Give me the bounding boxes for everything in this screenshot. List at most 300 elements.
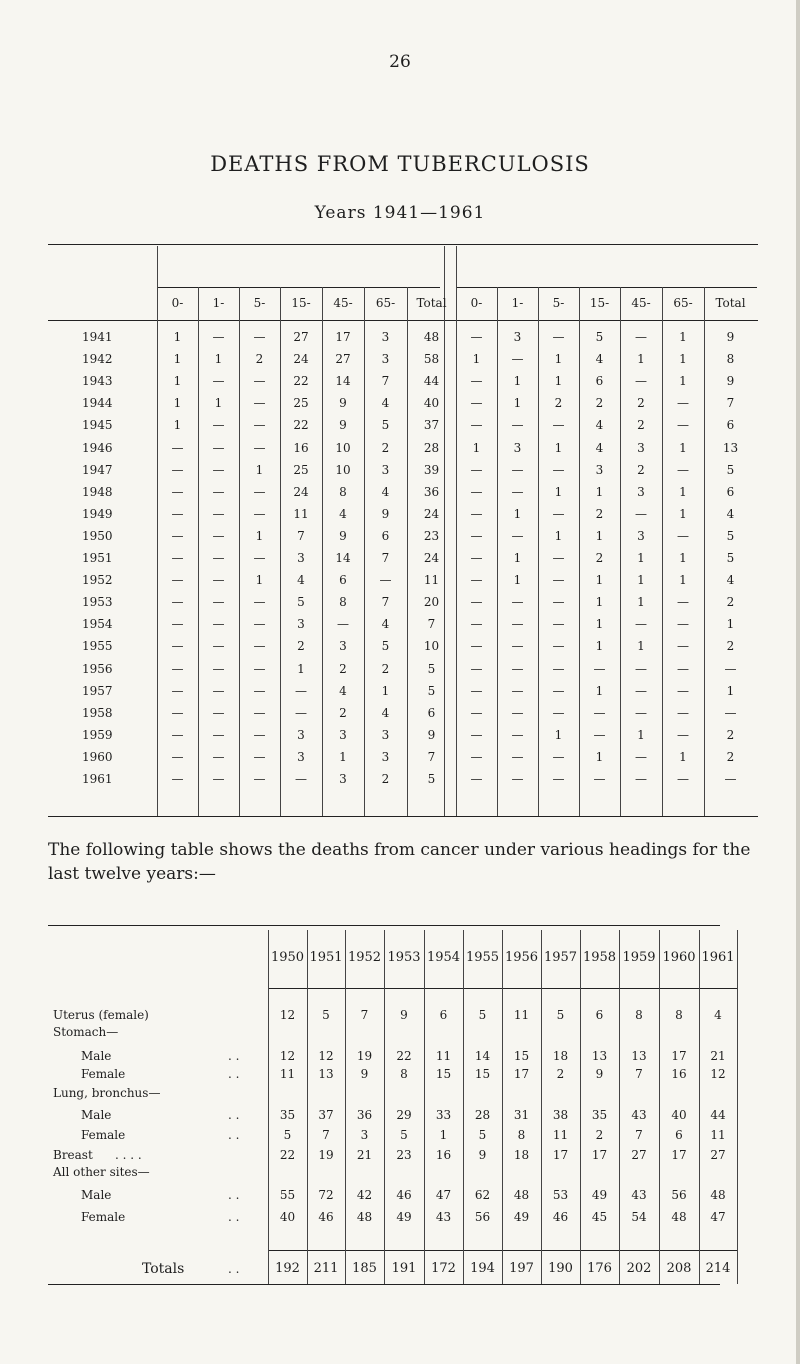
table-cell: 3 (381, 727, 390, 742)
table-cell: — (511, 749, 524, 764)
table-cell: 5 (283, 1128, 292, 1142)
table-cell: 2 (637, 396, 645, 411)
table-cell: 1 (255, 573, 264, 588)
table-cell: — (171, 705, 184, 720)
table-cell: — (337, 617, 349, 632)
table-cell: 7 (381, 374, 390, 389)
table-cell: 36 (356, 1108, 373, 1122)
table-cell: 23 (423, 528, 440, 543)
table-column-divider (268, 930, 269, 1284)
table-cell: 43 (631, 1108, 647, 1122)
table-cell: — (295, 772, 307, 786)
table-cell: — (171, 617, 184, 632)
table-cell: 3 (339, 639, 347, 654)
table-cell: 22 (396, 1049, 412, 1063)
table-cell: — (552, 772, 565, 786)
table-cell: — (171, 462, 184, 477)
table-cell: — (552, 639, 565, 654)
table-cell: 10 (423, 639, 440, 654)
table-cell: 36 (423, 484, 440, 499)
table-cell: 43 (435, 1210, 452, 1224)
table-cell: 6 (339, 573, 347, 588)
table-cell: — (212, 683, 225, 698)
table-cell: 3 (297, 617, 305, 632)
table-cell: 4 (339, 683, 347, 698)
row-year: 1959 (82, 727, 113, 742)
table-cell: — (171, 683, 184, 698)
table-cell: 40 (671, 1108, 687, 1122)
table-cell: — (470, 749, 483, 764)
table-cell: 7 (726, 396, 735, 411)
table-cell: 1 (214, 352, 223, 367)
table-cell: — (552, 462, 565, 477)
table-column-divider (307, 930, 308, 1284)
table-cell: — (552, 330, 565, 344)
table-cell: 9 (400, 1008, 408, 1022)
table-cell: 18 (513, 1148, 530, 1162)
table-cell: 4 (595, 352, 604, 367)
year-header: 1961 (701, 950, 735, 965)
table-cell: 31 (513, 1108, 530, 1122)
row-label: Male (81, 1049, 112, 1063)
table-cell: — (212, 749, 225, 764)
table-cell: — (511, 418, 524, 433)
table-cell: 3 (339, 772, 347, 786)
table-cell: — (212, 727, 225, 742)
row-year: 1943 (82, 374, 113, 389)
row-label: Female (81, 1210, 126, 1224)
table-cell: — (511, 705, 524, 720)
table-cell: — (470, 528, 483, 543)
table-cell: 4 (714, 1008, 722, 1022)
table-cell: — (253, 330, 266, 344)
table-cell: 8 (339, 484, 347, 499)
age-header: 0- (171, 296, 184, 310)
table-cell: 1 (173, 418, 182, 433)
table-cell: 54 (631, 1210, 647, 1224)
table-cell: 3 (297, 749, 305, 764)
table-cell: — (511, 528, 524, 543)
table-cell: 56 (671, 1188, 687, 1202)
table-cell: 11 (279, 1067, 296, 1081)
table-cell: 19 (356, 1049, 373, 1063)
table-cell: — (635, 374, 647, 389)
table-cell: 39 (423, 462, 440, 477)
table-cell: 37 (318, 1108, 334, 1122)
table-cell: 2 (595, 1128, 604, 1142)
table-cell: 3 (637, 528, 645, 543)
table-cell: 1 (297, 661, 305, 676)
table-column-divider (463, 930, 464, 1284)
table-cell: 10 (335, 440, 351, 455)
table-cell: — (470, 772, 483, 786)
table-cell: 7 (297, 528, 305, 543)
table-cell: 12 (279, 1049, 296, 1063)
table-cell: 21 (356, 1148, 373, 1162)
table-cell: 2 (255, 352, 264, 367)
table-cell: 5 (556, 1008, 565, 1022)
table-cell: 1 (255, 462, 264, 477)
table-cell: 5 (400, 1128, 408, 1142)
table-cell: — (470, 551, 483, 565)
table-cell: 16 (671, 1067, 687, 1081)
table-cell: 11 (513, 1008, 530, 1022)
table-cell: — (635, 617, 647, 632)
table-cell: 3 (297, 727, 305, 742)
table-cell: 17 (335, 330, 351, 344)
table-cell: — (171, 551, 184, 565)
table-cell: — (212, 506, 225, 521)
table-cell: — (552, 595, 565, 610)
table-cell: — (212, 484, 225, 499)
table-cell: — (593, 705, 606, 720)
table-cell: — (470, 484, 483, 499)
table-cell: — (171, 595, 184, 610)
table-cell: — (552, 506, 565, 521)
table-cell: 1 (595, 749, 604, 764)
leader-dots: . . . . (115, 1148, 142, 1162)
table-cell: 2 (339, 705, 347, 720)
table-cell: 46 (318, 1210, 334, 1224)
table-cell: 49 (513, 1210, 530, 1224)
table-cell: — (511, 661, 524, 676)
table-cell: — (253, 595, 266, 610)
table-cell: — (253, 661, 266, 676)
row-label: Breast (53, 1148, 93, 1162)
table-column-divider (541, 930, 542, 1284)
table-cell: 1 (595, 617, 604, 632)
table-cell: 62 (474, 1188, 491, 1202)
table-cell: — (253, 617, 266, 632)
year-header: 1959 (622, 950, 656, 965)
table-cell: 28 (423, 440, 440, 455)
table-cell: 12 (279, 1008, 296, 1022)
table-cell: — (253, 551, 266, 565)
table-cell: 1 (173, 374, 182, 389)
table-cell: — (470, 396, 483, 411)
table-cell: — (635, 772, 647, 786)
table-cell: 5 (322, 1008, 330, 1022)
table-cell: 28 (474, 1108, 491, 1122)
leader-dots: . . (228, 1210, 240, 1224)
table-cell: 10 (335, 462, 351, 477)
table-cell: 25 (293, 396, 309, 411)
table-cell: 7 (635, 1067, 643, 1081)
table-cell: 2 (595, 506, 604, 521)
table-cell: 1 (173, 330, 182, 344)
table-cell: 9 (726, 330, 735, 344)
table-cell: — (171, 506, 184, 521)
age-header: 15- (589, 296, 610, 310)
table-cell: 16 (293, 440, 309, 455)
table-cell: 1 (255, 528, 264, 543)
table-cell: 8 (400, 1067, 408, 1081)
table-cell: 1 (679, 330, 687, 344)
age-header: Total (416, 296, 447, 310)
table-cell: 13 (631, 1049, 647, 1063)
table-cell: — (677, 772, 689, 786)
table-cell: 23 (396, 1148, 412, 1162)
table-cell: 1 (513, 506, 522, 521)
table-cell: — (511, 462, 524, 477)
table-cell: 27 (293, 330, 309, 344)
table-cell: 1 (381, 683, 390, 698)
table-cell: 38 (552, 1108, 569, 1122)
table-cell: — (212, 551, 225, 565)
totals-cell: 192 (275, 1261, 300, 1276)
table-cell: 1 (595, 484, 604, 499)
table-column-divider (619, 930, 620, 1284)
table-cell: — (552, 573, 565, 588)
table-cell: 1 (513, 551, 522, 565)
table-cell: — (212, 661, 225, 676)
table-cell: 1 (513, 573, 522, 588)
table-cell: 24 (423, 506, 440, 521)
table-cell: — (677, 462, 689, 477)
table-cell: 47 (435, 1188, 452, 1202)
table-cell: 14 (335, 374, 351, 389)
table-cell: 6 (675, 1128, 683, 1142)
table-cell: 8 (517, 1128, 526, 1142)
table-cell: — (724, 705, 737, 720)
table-cell: 1 (637, 639, 645, 654)
table-cell: 1 (637, 595, 645, 610)
row-year: 1946 (82, 440, 113, 455)
table-cell: 1 (173, 352, 182, 367)
table-cell: — (470, 330, 483, 344)
table-cell: 2 (381, 440, 390, 455)
table-cell: 8 (675, 1008, 683, 1022)
table-cell: 13 (722, 440, 739, 455)
table-cell: 17 (552, 1148, 569, 1162)
table-cell: 2 (556, 1067, 565, 1081)
table-cell: 55 (279, 1188, 296, 1202)
table-column-divider (704, 287, 705, 816)
table-cell: 37 (423, 418, 440, 433)
table-cell: 7 (381, 595, 390, 610)
table-cell: 1 (637, 573, 645, 588)
row-label: Female (81, 1067, 126, 1081)
table-cell: 6 (595, 374, 604, 389)
table-cell: 11 (552, 1128, 569, 1142)
table-cell: — (212, 705, 225, 720)
table-cell: — (724, 772, 737, 786)
table-cell: 1 (679, 573, 687, 588)
table-cell: 42 (356, 1188, 373, 1202)
table-cell: — (212, 528, 225, 543)
table-cell: 2 (381, 661, 390, 676)
table-cell: 48 (671, 1210, 687, 1224)
table-cell: — (635, 683, 647, 698)
table-cell: 14 (335, 551, 351, 565)
table-cell: 3 (513, 330, 522, 344)
table-cell: 11 (423, 573, 440, 588)
table-cell: 2 (381, 772, 390, 786)
table-cell: 11 (710, 1128, 726, 1142)
table-cell: — (253, 418, 266, 433)
age-header: 5- (253, 296, 266, 310)
row-year: 1948 (82, 484, 113, 499)
age-header: 65- (673, 296, 693, 310)
table-cell: 1 (554, 727, 563, 742)
table-cell: — (677, 396, 689, 411)
table-cell: 1 (679, 484, 687, 499)
table-cell: 3 (381, 330, 390, 344)
row-year: 1956 (82, 661, 113, 676)
table-cell: 6 (726, 484, 735, 499)
table-cell: — (552, 418, 565, 433)
table-cell: 48 (513, 1188, 530, 1202)
age-header: 1- (212, 296, 225, 310)
table-cell: — (212, 617, 225, 632)
table-cell: — (470, 506, 483, 521)
row-year: 1945 (82, 418, 113, 433)
page-subtitle: Years 1941—1961 (314, 203, 486, 223)
table-cell: 22 (279, 1148, 296, 1162)
table-cell: 58 (423, 352, 440, 367)
year-header: 1954 (426, 950, 461, 965)
table-cell: — (511, 484, 524, 499)
table-cell: 44 (710, 1108, 726, 1122)
table-cell: 2 (595, 551, 604, 565)
table-cell: — (253, 396, 266, 411)
table-cell: 27 (710, 1148, 726, 1162)
table-cell: 6 (427, 705, 436, 720)
leader-dots: . . (228, 1262, 240, 1276)
row-year: 1947 (82, 462, 113, 477)
totals-cell: 172 (431, 1261, 456, 1276)
table-cell: — (552, 749, 565, 764)
table-cell: 29 (396, 1108, 412, 1122)
table-cell: — (511, 352, 524, 367)
table-cell: — (171, 661, 184, 676)
table-cell: 4 (726, 573, 735, 588)
table-rule-top (48, 244, 758, 245)
table-cell: 1 (679, 506, 687, 521)
table-cell: — (253, 374, 266, 389)
table-cell: 47 (710, 1210, 726, 1224)
table-cell: 1 (439, 1128, 448, 1142)
table-cell: 4 (595, 440, 604, 455)
table-cell: 19 (318, 1148, 334, 1162)
table-cell: 5 (381, 418, 390, 433)
table-cell: 9 (339, 418, 347, 433)
table-cell: 21 (710, 1049, 726, 1063)
totals-label: Totals (142, 1261, 185, 1277)
cancer-intro-text: The following table shows the deaths from cancer under various headings for the last twelve years:— (48, 840, 751, 884)
table-cell: — (635, 330, 647, 344)
table-cell: 2 (637, 418, 645, 433)
table-cell: — (635, 749, 647, 764)
table-cell: 5 (381, 639, 390, 654)
table-cell: 1 (339, 749, 347, 764)
table-cell: 45 (591, 1210, 608, 1224)
table-cell: 9 (427, 727, 436, 742)
table-cell: — (470, 661, 483, 676)
table-cell: 6 (726, 418, 735, 433)
totals-cell: 190 (548, 1261, 573, 1276)
table-cell: 12 (710, 1067, 726, 1081)
table-cell: — (635, 705, 647, 720)
table-column-divider (659, 930, 660, 1284)
table-cell: — (593, 727, 606, 742)
table-cell: 15 (513, 1049, 530, 1063)
table-cell: 1 (595, 595, 604, 610)
table-cell: — (212, 440, 225, 455)
table-cell: — (253, 440, 266, 455)
table-cell: — (212, 595, 225, 610)
table-cell: — (552, 551, 565, 565)
table-cell: 1 (679, 749, 687, 764)
row-year: 1944 (82, 396, 113, 411)
table-column-divider (424, 930, 425, 1284)
table-cell: 35 (591, 1108, 608, 1122)
table-cell: 2 (726, 749, 735, 764)
table-cell: 3 (637, 484, 645, 499)
table-cell: — (253, 683, 266, 698)
table-cell: 44 (423, 374, 440, 389)
table-cell: 17 (513, 1067, 530, 1081)
table-cell: — (212, 462, 225, 477)
table-cell: — (724, 661, 737, 676)
table-cell: — (511, 727, 524, 742)
table-cell: — (552, 705, 565, 720)
table-cell: — (253, 727, 266, 742)
table-cell: — (470, 683, 483, 698)
row-year: 1957 (82, 683, 113, 698)
table-cell: — (470, 374, 483, 389)
table-cell: — (295, 683, 307, 698)
totals-cell: 194 (470, 1261, 495, 1276)
table-cell: — (511, 683, 524, 698)
table-cell: 1 (637, 727, 645, 742)
table-cell: 5 (726, 462, 735, 477)
table-cell: 18 (552, 1049, 569, 1063)
totals-cell: 202 (626, 1261, 652, 1276)
table-cell: 9 (339, 528, 347, 543)
row-label: Uterus (female) (53, 1008, 149, 1022)
table-cell: — (511, 639, 524, 654)
table-cell: 6 (439, 1008, 448, 1022)
totals-cell: 211 (313, 1261, 339, 1276)
table-cell: — (677, 418, 689, 433)
table-cell: 1 (554, 374, 563, 389)
row-year: 1960 (82, 749, 113, 764)
table-cell: — (212, 374, 225, 389)
table-cell: 3 (595, 462, 604, 477)
row-year: 1942 (82, 352, 113, 367)
table-cell: 2 (726, 595, 735, 610)
table-cell: — (677, 683, 689, 698)
age-header: 45- (333, 296, 353, 310)
leader-dots: . . (228, 1049, 240, 1063)
table-cell: 8 (726, 352, 735, 367)
table-cell: — (470, 595, 483, 610)
table-cell: 9 (381, 506, 390, 521)
table-cell: — (379, 573, 392, 588)
table-cell: 9 (360, 1067, 369, 1081)
row-year: 1950 (82, 528, 113, 543)
table-cell: — (171, 639, 184, 654)
table-cell: — (171, 484, 184, 499)
table-cell: 17 (591, 1148, 608, 1162)
table-cell: 1 (595, 528, 604, 543)
leader-dots: . . (228, 1108, 240, 1122)
table-cell: — (635, 661, 647, 676)
table-cell: 56 (474, 1210, 491, 1224)
table-cell: 15 (435, 1067, 452, 1081)
year-header: 1953 (387, 950, 421, 965)
